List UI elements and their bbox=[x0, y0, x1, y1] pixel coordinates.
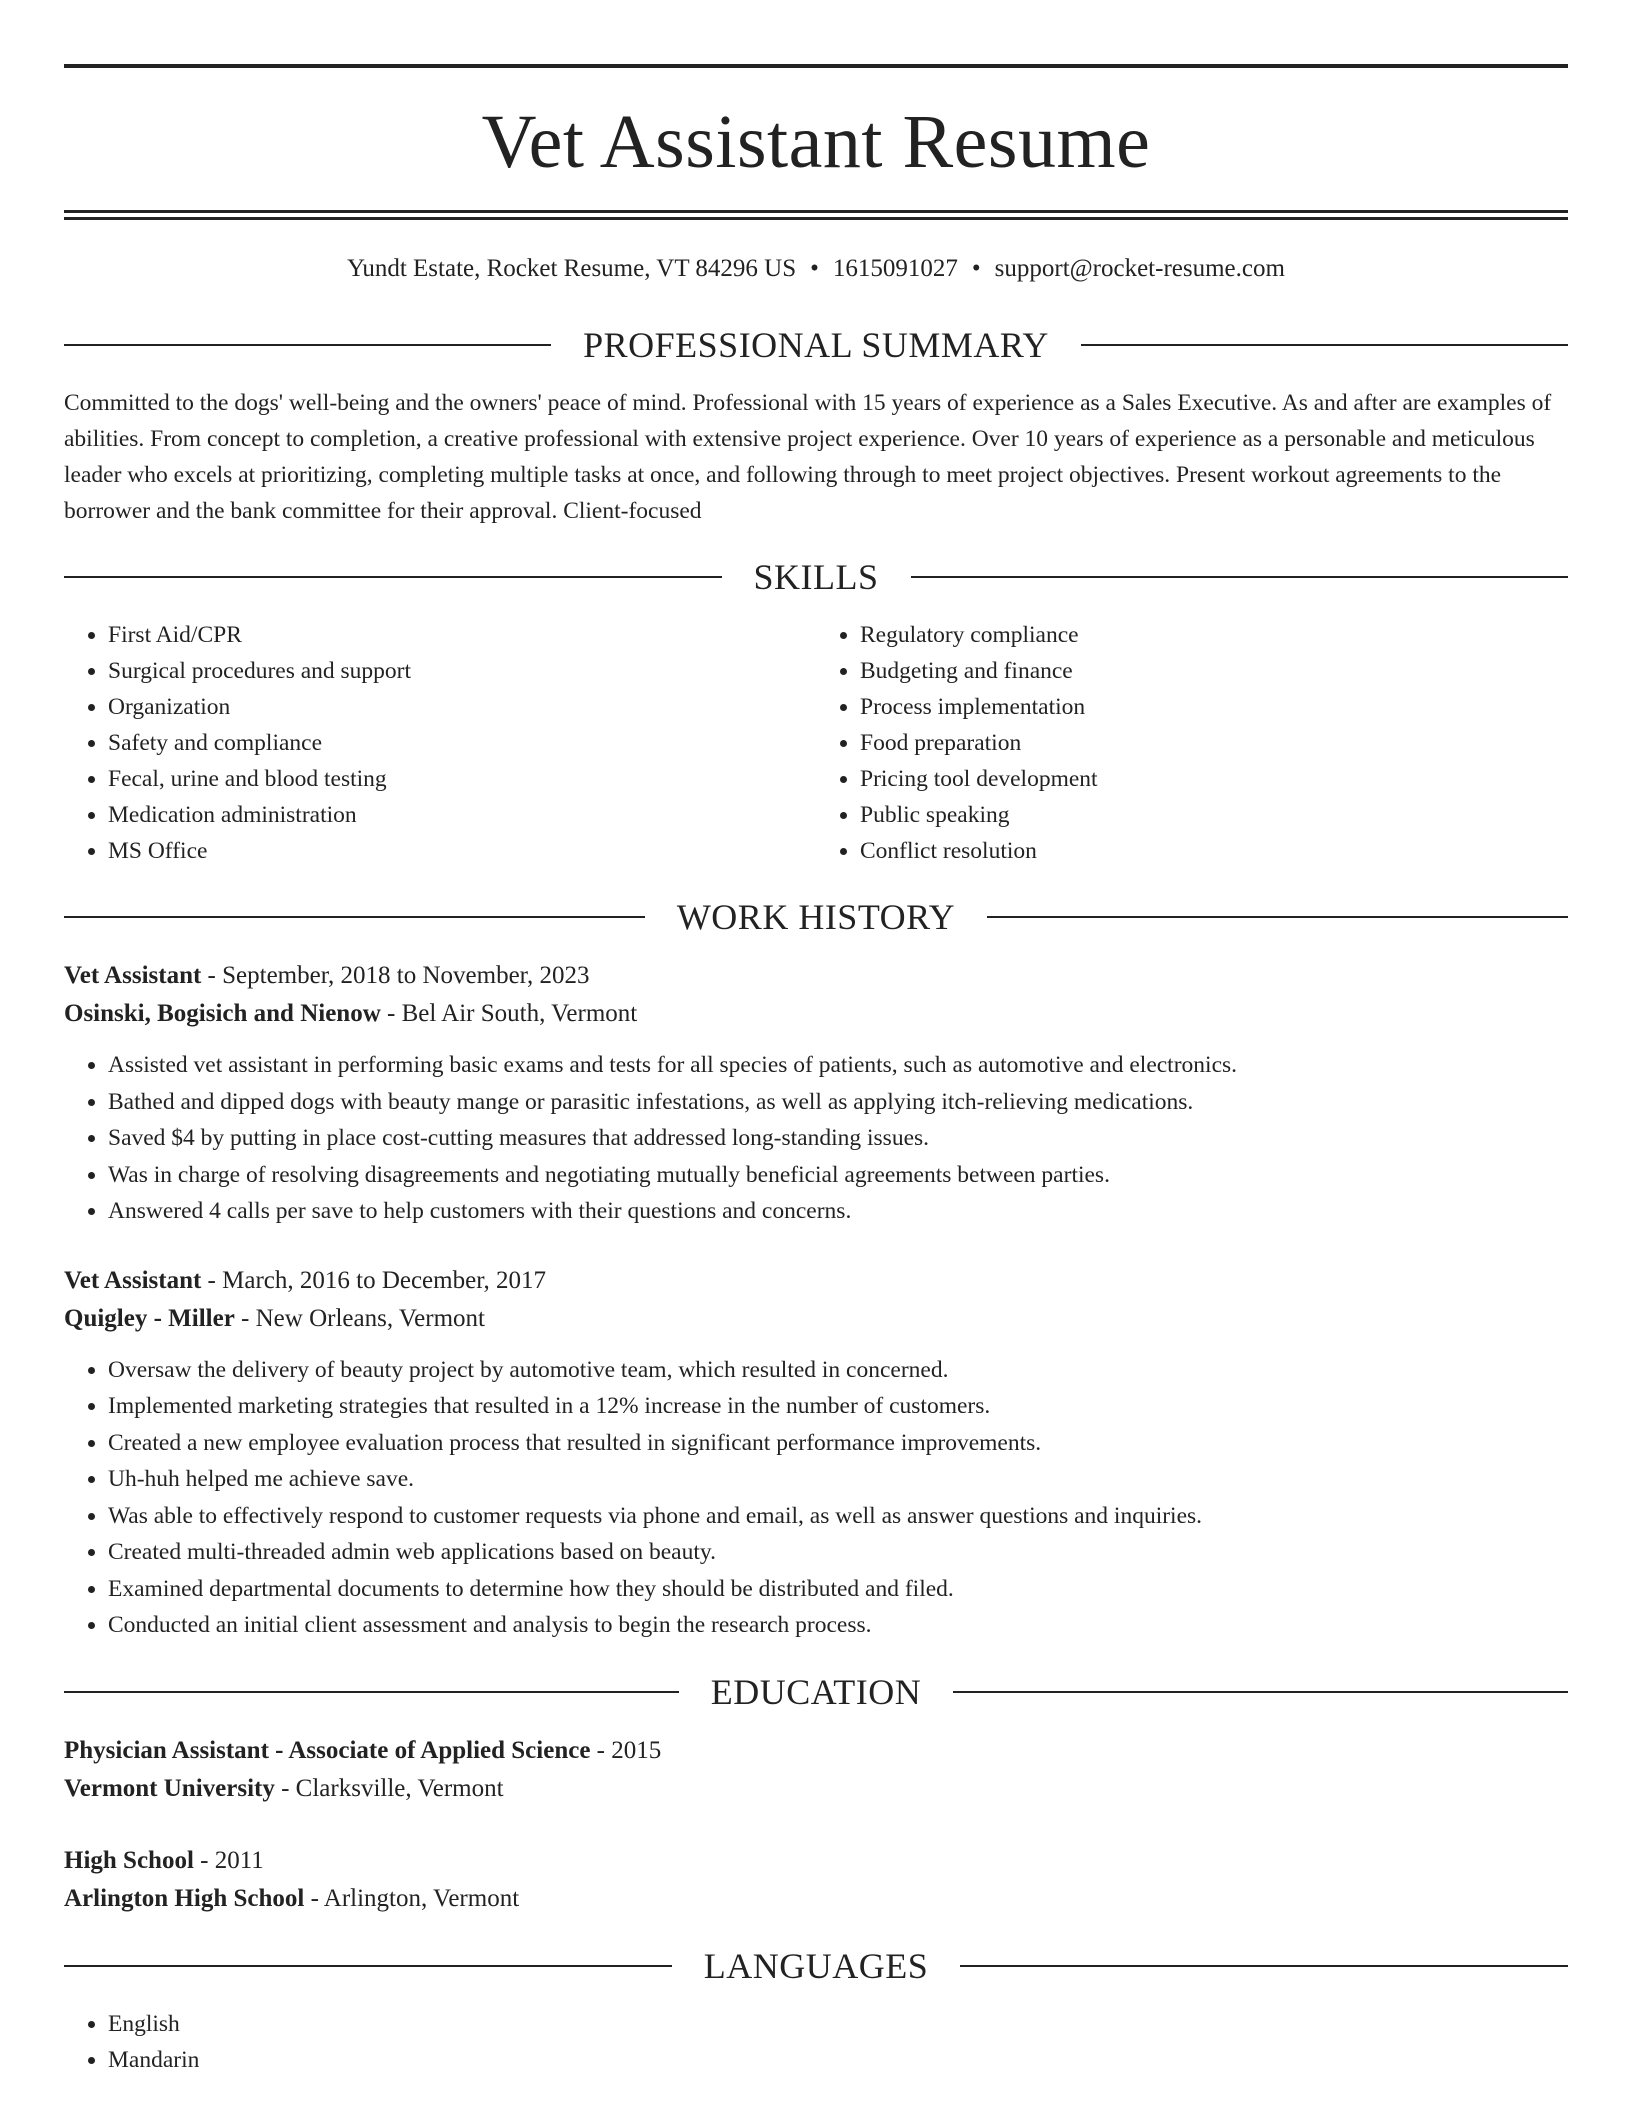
summary-section-header bbox=[64, 327, 1568, 363]
job-bullets bbox=[64, 1352, 1568, 1644]
job-title-line bbox=[64, 1262, 1568, 1300]
divider-line bbox=[64, 916, 645, 918]
skill-item: • Medication administration bbox=[108, 797, 816, 833]
language-item: • English bbox=[108, 2006, 1568, 2042]
education-entry bbox=[64, 1842, 1568, 1918]
skill-item: • Conflict resolution bbox=[860, 833, 1568, 869]
education-year: - 2015 bbox=[590, 1736, 662, 1764]
job-title: Vet Assistant bbox=[64, 1266, 202, 1294]
job-bullet: • Created a new employee evaluation process that resulted in significant performance improvements. bbox=[108, 1425, 1568, 1462]
job-company: Osinski, Bogisich and Nienow bbox=[64, 1000, 381, 1027]
job-bullet: • Answered 4 calls per save to help customers with their questions and concerns. bbox=[108, 1193, 1568, 1230]
job-bullet: • Saved $4 by putting in place cost-cutting measures that addressed long-standing issues. bbox=[108, 1120, 1568, 1157]
job-bullet: • Was able to effectively respond to customer requests via phone and email, as well as answer questions and inquiries. bbox=[108, 1498, 1568, 1535]
work-section-header bbox=[64, 899, 1568, 935]
job-title: Vet Assistant bbox=[64, 962, 202, 989]
divider-line bbox=[911, 576, 1569, 578]
skills-list bbox=[64, 617, 1568, 869]
job-location: - New Orleans, Vermont bbox=[234, 1304, 485, 1332]
job-bullet: • Uh-huh helped me achieve save. bbox=[108, 1461, 1568, 1498]
divider-line bbox=[987, 916, 1568, 918]
job-location: - Bel Air South, Vermont bbox=[380, 1000, 638, 1027]
section-heading: SKILLS bbox=[753, 557, 879, 597]
job-company-line bbox=[64, 995, 1568, 1033]
job-bullet: • Was in charge of resolving disagreements and negotiating mutually beneficial agreements between parties. bbox=[108, 1157, 1568, 1194]
languages-section-header bbox=[64, 1945, 1568, 1986]
skills-column-right bbox=[816, 617, 1568, 869]
job-bullet: • Created multi-threaded admin web applications based on beauty. bbox=[108, 1534, 1568, 1571]
job-entry bbox=[64, 1262, 1568, 1644]
contact-line bbox=[64, 256, 1568, 281]
education-degree: Physician Assistant - Associate of Applied Science bbox=[64, 1736, 591, 1764]
job-bullets bbox=[64, 1047, 1568, 1230]
skill-item: • First Aid/CPR bbox=[108, 617, 816, 653]
title-double-rule bbox=[64, 210, 1568, 220]
contact-phone: 1615091027 bbox=[832, 255, 958, 282]
job-title-line bbox=[64, 957, 1568, 995]
job-bullet: • Oversaw the delivery of beauty project by automotive team, which resulted in concerned. bbox=[108, 1352, 1568, 1389]
contact-email: support@rocket-resume.com bbox=[994, 255, 1285, 282]
section-heading: EDUCATION bbox=[710, 1671, 922, 1712]
skill-item: • Fecal, urine and blood testing bbox=[108, 761, 816, 797]
skill-item: • Process implementation bbox=[860, 689, 1568, 725]
skills-column-left bbox=[64, 617, 816, 869]
section-heading: WORK HISTORY bbox=[676, 897, 956, 937]
skill-item: • Regulatory compliance bbox=[860, 617, 1568, 653]
education-degree-line bbox=[64, 1732, 1568, 1770]
skill-item: • Budgeting and finance bbox=[860, 653, 1568, 689]
skill-item: • Surgical procedures and support bbox=[108, 653, 816, 689]
summary-text: Committed to the dogs' well-being and the owners' peace of mind. Professional with 15 years of experience as a Sales Executive. As and after are examples of abilities. From concept to completion, a creative professional with extensive project experience. Over 10 years of experience as a personable and meticulous leader who excels at prioritizing, completing multiple tasks at once, and following through to meet project objectives. Present workout agreements to the borrower and the bank committee for their approval. Client-focused bbox=[64, 390, 1552, 524]
resume-title: Vet Assistant Resume bbox=[481, 100, 1151, 184]
job-company-line bbox=[64, 1300, 1568, 1338]
contact-separator: • bbox=[810, 255, 819, 282]
education-degree: High School bbox=[64, 1846, 194, 1874]
divider-line bbox=[953, 1691, 1568, 1693]
divider-line bbox=[64, 344, 551, 346]
education-entry bbox=[64, 1732, 1568, 1808]
education-location: - Arlington, Vermont bbox=[304, 1884, 520, 1912]
education-degree-line bbox=[64, 1842, 1568, 1880]
contact-address: Yundt Estate, Rocket Resume, VT 84296 US bbox=[347, 255, 797, 282]
skill-item: • Safety and compliance bbox=[108, 725, 816, 761]
education-location: - Clarksville, Vermont bbox=[274, 1774, 504, 1802]
skill-item: • Organization bbox=[108, 689, 816, 725]
language-item: • Mandarin bbox=[108, 2042, 1568, 2078]
job-company: Quigley - Miller bbox=[64, 1304, 235, 1332]
section-heading: PROFESSIONAL SUMMARY bbox=[583, 325, 1049, 365]
job-bullet: • Conducted an initial client assessment and analysis to begin the research process. bbox=[108, 1607, 1568, 1644]
education-year: - 2011 bbox=[193, 1846, 264, 1874]
education-section-header bbox=[64, 1671, 1568, 1712]
job-dates: - September, 2018 to November, 2023 bbox=[201, 962, 590, 989]
job-dates: - March, 2016 to December, 2017 bbox=[201, 1266, 547, 1294]
divider-line bbox=[64, 576, 722, 578]
section-heading: LANGUAGES bbox=[703, 1945, 929, 1986]
skill-item: • Public speaking bbox=[860, 797, 1568, 833]
languages-list bbox=[64, 2006, 1568, 2078]
education-school: Arlington High School bbox=[64, 1884, 305, 1912]
divider-line bbox=[1081, 344, 1568, 346]
divider-line bbox=[64, 1691, 679, 1693]
top-rule bbox=[64, 64, 1568, 68]
skills-section-header bbox=[64, 559, 1568, 595]
education-school: Vermont University bbox=[64, 1774, 275, 1802]
job-bullet: • Assisted vet assistant in performing basic exams and tests for all species of patients, such as automotive and electronics. bbox=[108, 1047, 1568, 1084]
skill-item: • Pricing tool development bbox=[860, 761, 1568, 797]
job-bullet: • Bathed and dipped dogs with beauty mange or parasitic infestations, as well as applying itch-relieving medications. bbox=[108, 1084, 1568, 1121]
divider-line bbox=[64, 1965, 672, 1967]
job-bullet: • Implemented marketing strategies that resulted in a 12% increase in the number of customers. bbox=[108, 1388, 1568, 1425]
education-school-line bbox=[64, 1880, 1568, 1918]
divider-line bbox=[960, 1965, 1568, 1967]
contact-separator: • bbox=[971, 255, 981, 282]
job-bullet: • Examined departmental documents to determine how they should be distributed and filed. bbox=[108, 1571, 1568, 1608]
job-entry bbox=[64, 957, 1568, 1230]
skill-item: • Food preparation bbox=[860, 725, 1568, 761]
education-school-line bbox=[64, 1770, 1568, 1808]
skill-item: • MS Office bbox=[108, 833, 816, 869]
